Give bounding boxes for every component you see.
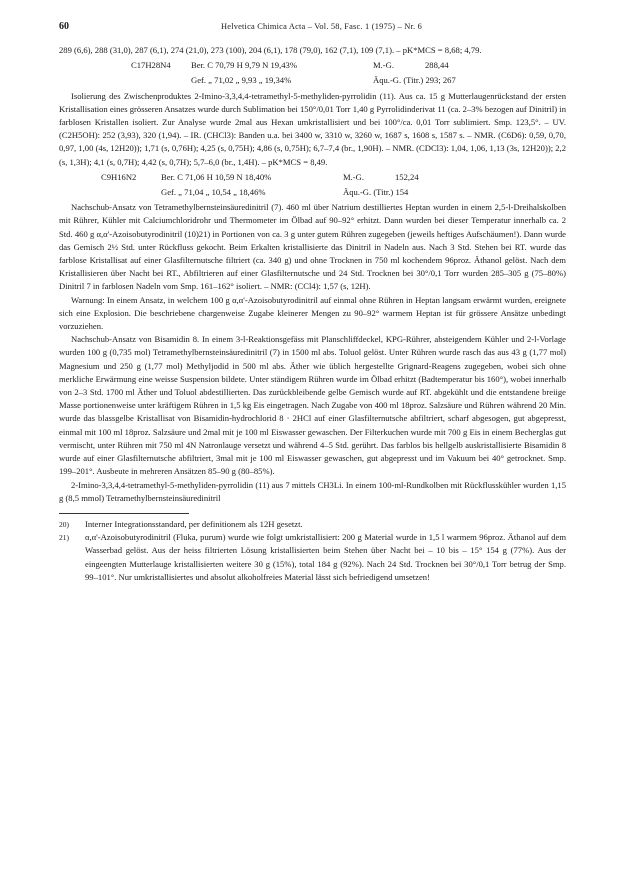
bisamidine-procedure: Nachschub-Ansatz von Bisamidin 8. In einem 3-l-Reaktionsgefäss mit Planschliffdeckel, KPG-Rührer, absteigendem Kühler und 2-l-Vorlage wurden 100 g (0,735 mol) Tetramethylbernsteinsäuredinitril (7) in 1500 ml abs. Toluol gelöst. Unter Rühren wurde rasch das aus 43 g (1,77 mol) Magnesium und 250 g (1,77 mol) Methyljodid in 500 ml abs. Äther wie üblich hergestellte Grignard-Reagens zugegeben, wobei sich ohne merkliche Erwärmung eine weisse Suspension bildete. Unter ständigem Rühren wurde im Ölbad erhitzt (Badtemperatur bis 160°), wobei innerhalb von 2–3 Std. 1700 ml Äther und Toluol abdestillierten. Das zurückbleibende gelbe Gemisch wurde auf RT. abgekühlt und die entstandene breiige Masse portionenweise unter kräftigem Rühren in 1,5 kg Eis eingetragen. Nach Zugabe von 400 ml 18proz. Salzsäure und Rühren während 20 Min. wurde das blassgelbe Kristallisat von Bisamidin-hydrochlorid 8 · 2HCl auf einer Glasfilternutsche abfiltriert, scharf abgesogen, gut abgepresst, einmal mit 100 ml 18proz. Salzsäure und 2mal mit je 100 ml Eiswasser gewaschen. Der Filterkuchen wurde mit 700 g Eis in einem Becherglas gut vermischt, unter Rühren mit 750 ml 4N Natronlauge versetzt und während 4–5 Std. gerührt. Das farblos bis hellgelb auskristallisierte Bisamidin 8 wurde auf einer Glasfilternutsche abfiltriert, 3mal mit je 100 ml Eiswasser gewaschen, gut abgepresst und im Vakuum bei 40° getrocknet. Smp. 199–201°. Ausbeute in mehreren Ansätzen 85–90 g (80–85%).	[59, 334, 566, 477]
warning-paragraph: Warnung: In einem Ansatz, in welchem 100 g α,α'-Azoisobutyrodinitril auf einmal ohne Rühren in Heptan langsam erwärmt wurden, ereignete sich eine Explosion. Die beschriebene chargenweise Zugabe kleinerer Mengen zu 90–92° warmem Heptan ist für grössere Ansätze unbedingt vorzuziehen.	[59, 294, 566, 332]
footnote-text: Interner Integrationsstandard, per definitionem als 12H gesetzt.	[85, 518, 303, 529]
mw-value: 288,44	[425, 60, 449, 71]
imino-procedure: 2-Imino-3,3,4,4-tetramethyl-5-methyliden-pyrrolidin (11) aus 7 mittels CH3Li. In einem 100-ml-Rundkolben mit Rückflusskühler wurden 1,15 g (8,5 mmol) Tetramethylbernsteinsäuredinitril	[59, 479, 566, 503]
footnote-20	[59, 518, 566, 531]
footnote-mark: 20)	[59, 519, 69, 529]
footnote-21	[59, 531, 566, 584]
elemental-analysis-2	[99, 169, 421, 201]
analysis-formula: C9H16N2	[101, 171, 137, 182]
dinitrile-procedure: Nachschub-Ansatz von Tetramethylbernsteinsäuredinitril (7). 460 ml über Natrium destilliertes Heptan wurden in einem 2,5-l-Dreihalskolben mit Rührer, Kühler mit Calciumchloridrohr und Thermometer im Ölbad auf 90–92° erhitzt. Dann wurden bei dieser Temperatur innerhalb ca. 2 Std. 460 g α,α'-Azoisobutyrodinitril (10)21) in Portionen von ca. 3 g unter gutem Rühren zugegeben (jeweils heftiges Aufschäumen!). Dann wurde das Gemisch 2½ Std. unter Rückfluss gekocht. Beim Erkalten kristallisierte das Dinitril in Nadeln aus. Nach 3 Std. Stehen bei RT. wurde das farblose Kristallisat auf einer Glasfilternutsche filtriert (ca. 340 g) und ohne Trocknen in 750 ml kochendem 96proz. Äthanol gelöst. Nach dem Kristallisieren über Nacht bei RT., Abfiltrieren auf einer Glasfilternutsche und 24 Std. Trocknen bei 30°/0,1 Torr wurden 285–305 g (75–80%) Dinitril 7 in farblosen Nadeln vom Smp. 161–162° isoliert. – NMR: (CCl4): 1,57 (s, 12H).	[59, 202, 566, 292]
equivalent-weight: Äqu.-G. (Titr.) 293; 267	[373, 75, 456, 86]
page-header	[59, 20, 566, 44]
analysis-found: Gef. „ 71,04 „ 10,54 „ 18,46%	[161, 187, 266, 198]
footnote-mark: 21)	[59, 533, 69, 543]
footnote-text: α,α'-Azoisobutyrodinitril (Fluka, purum) wurde wie folgt umkristallisiert: 200 g Material wurde in 1,5 l warmem 96proz. Äthanol auf dem Wasserbad gelöst. Aus der heiss filtrierten Lösung kristallisierten beim Stehen über Nacht bei – 10 bis – 15° 154 g (77%). Aus der eingeengten Mutterlauge kristallisierten weitere 30 g (15%), total 184 g (92%). Nach 24 Std. Trocknen bei 30°/0,1 Torr betrug der Smp. 99–101°. Nur umkristallisiertes und absolut alkoholfreies Material lässt sich befriedigend umsetzen!	[85, 532, 566, 582]
mw-label: M.-G.	[373, 60, 395, 71]
running-head: Helvetica Chimica Acta – Vol. 58, Fasc. 1 (1975) – Nr. 6	[221, 22, 422, 31]
analysis-found: Gef. „ 71,02 „ 9,93 „ 19,34%	[191, 75, 292, 86]
mw-label: M.-G.	[343, 171, 365, 182]
analysis-formula: C17H28N4	[131, 60, 171, 71]
footnotes	[59, 518, 566, 584]
footnote-rule	[59, 513, 189, 514]
mw-value: 152,24	[395, 171, 419, 182]
isolation-paragraph: Isolierung des Zwischenproduktes 2-Imino-3,3,4,4-tetramethyl-5-methyliden-pyrrolidin (11). Aus ca. 15 g Mutterlaugenrückstand der ersten Kristallisation eines grösseren Ansatzes wurde durch Sublimation bei 150°/0,01 Torr 1,40 g Pyrrolidinderivat 11 (ca. 2–3% bezogen auf Dinitril) in farblosen Kristallen isoliert. Zur Analyse wurde 2mal aus Hexan umkristallisiert und bei 100°/ca. 0,01 Torr sublimiert. Smp. 123,5°. – UV. (C2H5OH): 252 (3,93), 320 (1,94). – IR. (CHCl3): Banden u.a. bei 3400 w, 3310 w, 3260 w, 1687 s, 1608 s, 1587 s. – NMR. (C6D6): 0,59, 0,70, 0,97, 1,00 (4s, 12H20)); 1,71 (s, 0,76H); 4,25 (s, 0,75H); 4,86 (s, 0,75H); 6,7–7,4 (br., 1,90H). – NMR. (CDCl3): 1,04, 1,06, 1,13 (3s, 12H20)); 2,2 (s, 1,3H); 4,1 (s, 0,7H); 4,42 (s, 0,7H); 5,7–6,0 (br., 1,4H). – pK*MCS = 8,49.	[59, 90, 566, 167]
elemental-analysis-1	[129, 57, 458, 89]
analysis-calc: Ber. C 70,79 H 9,79 N 19,43%	[191, 60, 297, 71]
page-number: 60	[59, 21, 69, 32]
analysis-calc: Ber. C 71,06 H 10,59 N 18,40%	[161, 171, 272, 182]
mass-spectrum-line: 289 (6,6), 288 (31,0), 287 (6,1), 274 (21,0), 273 (100), 204 (6,1), 178 (79,0), 162 (7,1), 109 (7,1). – pK*MCS = 8,68; 4,79.	[59, 45, 482, 55]
equivalent-weight: Äqu.-G. (Titr.) 154	[343, 187, 409, 198]
